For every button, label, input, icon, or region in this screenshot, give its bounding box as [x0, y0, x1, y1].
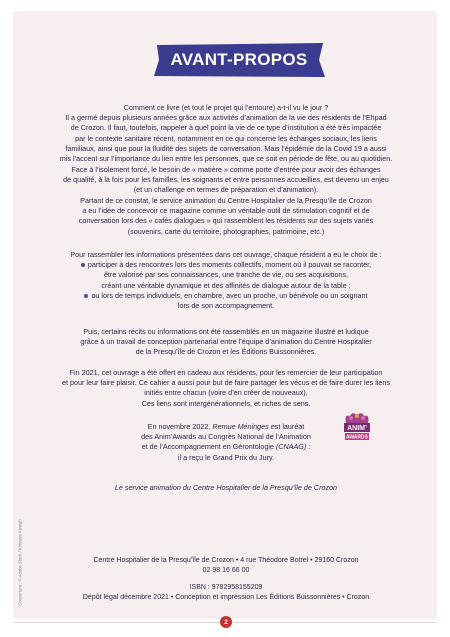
- text-line: créant une véritable dynamique et des affinités de dialogue autour de la table ;: [101, 280, 351, 290]
- text-line: Puis, certains récits ou informations ont été rassemblés en un magazine illustré et ludique: [83, 327, 369, 336]
- footer-phone: 02 98 16 66 00: [202, 567, 250, 574]
- page-title: AVANT-PROPOS: [170, 50, 308, 69]
- footer-depot: Dépôt légal décembre 2021 • Conception et impression Les Éditions Buissonnières • Crozon: [82, 594, 370, 601]
- constat-paragraph: [50, 196, 402, 237]
- bullet-item: [50, 291, 402, 311]
- text-line: et de l’Accompagnement en Gérontologie (CNAAG) :: [141, 442, 311, 452]
- text-line: (et un challenge en termes de préparation et d’animation).: [133, 185, 319, 195]
- footer-isbn: ISBN : 9782958155209: [189, 584, 263, 591]
- svg-text:ANIM’: ANIM’: [347, 425, 367, 432]
- award-paragraph: [80, 422, 372, 463]
- recits-paragraph: [50, 327, 402, 358]
- text-line: Comment ce livre (et tout le projet qui l’entoure) a-t-il vu le jour ?: [123, 103, 329, 112]
- choix-paragraph: [50, 250, 402, 311]
- text-line: il a reçu le Grand Prix du Jury.: [177, 452, 275, 462]
- text-line: de la Presqu’île de Crozon et les Éditions Buissonnières.: [135, 347, 317, 357]
- text-line: grâce à un travail de conception partenarial entre l’équipe d’animation du Centre Hospitalier: [80, 337, 372, 347]
- intro-paragraph: [50, 103, 402, 164]
- text-line: a eu l’idée de concevoir ce magazine comme un véritable outil de stimulation cognitif et de: [82, 206, 370, 216]
- footer-address: Centre Hospitalier de la Presqu’île de Crozon • 4 rue Théodore Botrel • 29160 Crozon: [93, 557, 359, 564]
- text-line: Face à l’isolement forcé, le besoin de « matière » comme porte d’entrée pour avoir des échanges: [71, 165, 381, 174]
- text-line: conversation lors des « cafés dialogues » qui rassemblent les résidents sur des sujets variés: [78, 216, 374, 226]
- text-line: et pour leur faire plaisir. Ce cahier a aussi pour but de faire partager les vécus et de faire durer les liens: [61, 378, 390, 388]
- bullet-icon: [81, 263, 85, 267]
- text-line: Partant de ce constat, le service animation du Centre Hospitalier de la Presqu’île de Crozon: [80, 196, 372, 205]
- text-line: (souvenirs, carte du territoire, photographies, patrimoine, etc.): [127, 226, 325, 236]
- text-line: de Crozon. Il faut, toutefois, rappeler à quel point la vie de ce type d’institution a été très impactée: [70, 123, 382, 133]
- text-line: de qualité, à la fois pour les familles, les soignants et entre personnes accueillies, est devenu un enjeu: [63, 175, 389, 185]
- text-line: ou lors de temps individuels, en chambre, avec un proche, un bénévole ou un soignant: [91, 290, 368, 300]
- text-line: lors de son accompagnement.: [177, 301, 275, 311]
- text-line: être valorisé par ses connaissances, une tranche de vie, ou ses acquisitions,: [103, 270, 349, 280]
- page-number-badge: 2: [220, 616, 232, 628]
- text-line: Pour rassembler les informations présentées dans cet ouvrage, chaque résident a eu le choix de :: [70, 250, 382, 259]
- text-line: En novembre 2022, Remue Méninges est lauréat: [147, 422, 305, 431]
- text-line: mis l’accent sur l’importance du lien entre les personnes, que ce soit en période de fête, ou au quotidien.: [59, 154, 393, 164]
- svg-text:AWARDS: AWARDS: [346, 434, 368, 441]
- text-line: par le contexte sanitaire récent, notamment en ce qui concerne les échanges sociaux, les liens: [75, 133, 377, 143]
- signature: Le service animation du Centre Hospitalier de la Presqu’île de Crozon: [114, 483, 338, 492]
- bullet-icon: [84, 294, 88, 298]
- text-line: Ces liens sont intergénérationnels, et riches de sens.: [141, 398, 311, 408]
- isolation-paragraph: [50, 165, 402, 196]
- text-line: Il a germé depuis plusieurs années grâce aux activités d’animation de la vie des résidents de l’Ehpad: [65, 113, 387, 123]
- text-line: participer à des rencontres lors des moments collectifs, moment où il pouvait se raconter,: [87, 260, 372, 270]
- title-banner: [151, 43, 327, 77]
- text-line: des Anim’Awards au Congrès National de l’Animation: [141, 432, 311, 442]
- text-line: familiaux, ainsi que pour la fluidité des sujets de conversation. Mais l’épidémie de la Covid 19 a aussi: [65, 143, 387, 153]
- text-line: initiés entre chacun (voire d’en créer de nouveaux).: [144, 388, 308, 398]
- fin-paragraph: [50, 368, 402, 409]
- bullet-item: [50, 260, 402, 291]
- anim-awards-logo: [340, 411, 374, 443]
- text-line: Fin 2021, cet ouvrage a été offert en cadeau aux résidents, pour les remercier de leur participation: [69, 368, 383, 377]
- cover-credit: Couverture : © Adobe Stock / Kittiyaya Kweejh: [17, 519, 23, 606]
